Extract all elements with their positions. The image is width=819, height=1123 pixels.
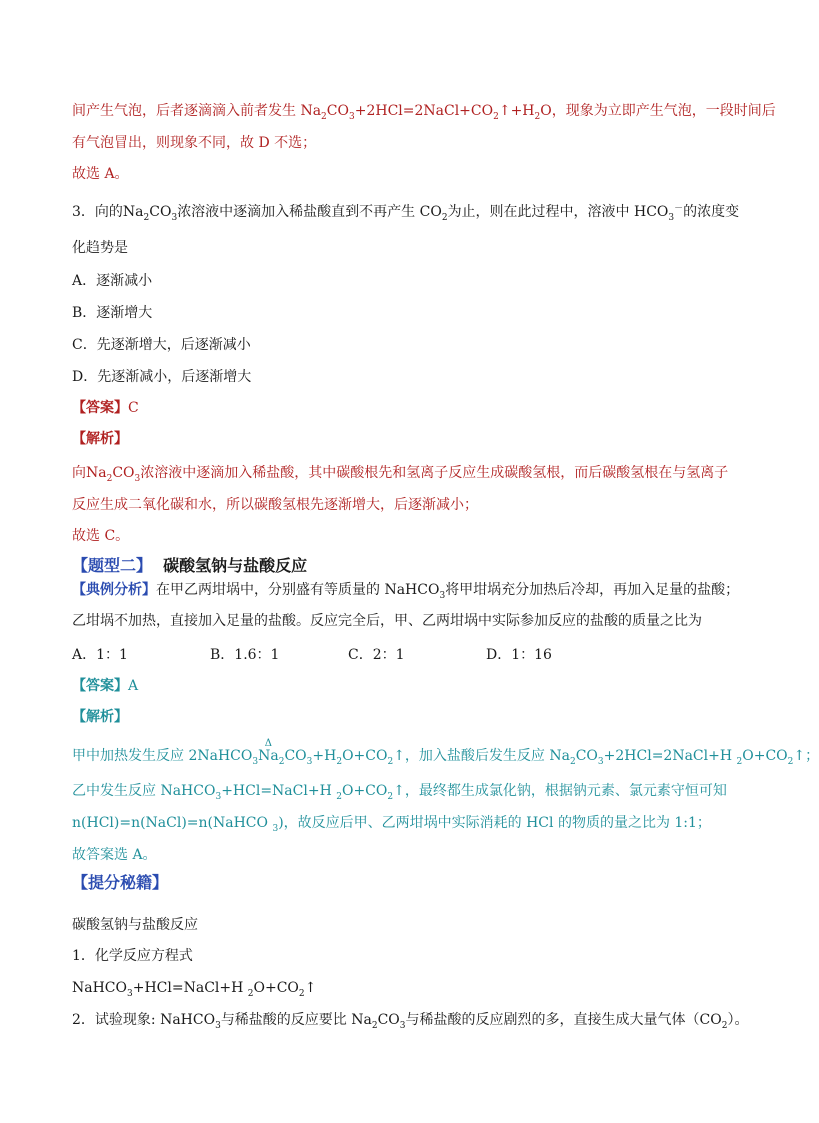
text-segment: ）。 [727,1012,749,1028]
subscript: 3 [171,212,178,223]
text-segment: 乙中发生反应 NaHCO [72,783,216,799]
answer-label: 【答案】 [72,400,128,416]
tips-subtitle: 碳酸氢钠与盐酸反应 [72,917,198,933]
subscript: 2 [493,111,499,122]
text-segment: CO [575,748,598,764]
text-segment: 为止，则在此过程中，溶液中 HCO [447,204,669,220]
question-3-analysis-line-1 [72,463,744,483]
text-segment: 与稀盐酸的反应要比 Na [220,1012,372,1028]
subscript: 2 [387,791,394,802]
subscript: 2 [143,212,150,223]
question-3-answer [72,398,744,418]
question-3-stem [72,202,744,222]
text-segment: +HCl=NaCl+H [132,980,248,996]
text-segment: O，现象为立即产生气泡，一段时间后 [540,103,776,119]
subscript: 3 [215,1020,221,1031]
example-conclusion: 故答案选 A。 [72,847,157,863]
example-line-1 [72,580,744,600]
example-analysis-line-1 [72,738,819,767]
subscript: 3 [215,791,222,802]
tips-title: 【提分秘籍】 [72,873,169,892]
heating-condition [258,738,279,766]
subscript: 2 [371,1020,378,1031]
text-segment: ↑ [304,980,317,996]
text-segment: +2HCl=2NaCl+CO [354,103,494,119]
option-d: D．1：16 [486,647,552,663]
superscript: － [674,203,684,214]
text-segment: 浓溶液中逐滴加入稀盐酸，其中碳酸根先和氢离子反应生成碳酸氢根，而后碳酸氢根在与氢离子 [140,465,729,481]
subscript: 2 [336,756,343,767]
text-segment: ↑，加入盐酸后发生反应 Na [393,748,570,764]
text-segment: 的浓度变 [683,204,740,220]
subscript: 3 [252,756,259,767]
text-segment: +2HCl=2NaCl+H [603,748,737,764]
text-segment: CO [377,1012,400,1028]
subscript: 3 [134,473,141,484]
text-segment: 甲中加热发生反应 2NaHCO [72,748,253,764]
text-segment: 与稀盐酸的反应剧烈的多，直接生成大量气体（CO [405,1012,722,1028]
subscript: 2 [387,756,394,767]
tips-item-1: 1．化学反应方程式 [72,948,193,964]
prev-answer-line-1 [72,101,776,122]
subscript: 2 [321,111,327,122]
subscript: 2 [441,212,448,223]
subscript: 3 [439,590,446,601]
text-segment: CO [112,465,135,481]
option-b: B．1.6：1 [210,647,280,663]
question-3-stem-line-2: 化趋势是 [72,240,128,256]
text-segment: CO [326,103,349,119]
text-segment: CO [149,204,172,220]
text-segment: 在甲乙两坩埚中，分别盛有等质量的 NaHCO [156,582,440,598]
subscript: 2 [278,756,285,767]
answer-label: 【答案】 [72,678,128,694]
subscript: 3 [348,111,355,122]
text-segment: 3．向的Na [72,204,144,220]
text-segment: O+CO [341,783,388,799]
example-analysis-line-3 [72,813,744,833]
subscript: 3 [399,1020,406,1031]
tips-equation [72,978,744,998]
text-segment: O+CO [342,748,388,764]
subscript: 2 [736,756,743,767]
prev-answer-line-2: 有气泡冒出，则现象不同，故 D 不选； [72,135,317,151]
text-segment: +H [312,748,337,764]
question-3-analysis-line-2: 反应生成二氧化碳和水，所以碳酸氢根先逐渐增大，后逐渐减小； [72,497,478,513]
text-segment: )，故反应后甲、乙两坩埚中实际消耗的 HCl 的物质的量之比为 1:1； [278,815,711,831]
text-segment: ↑，最终都生成氯化钠，根据钠元素、氯元素守恒可知 [393,783,727,799]
tips-item-2 [72,1010,749,1031]
section-heading-type-2 [72,556,744,576]
section-label: 【题型二】 [72,556,153,575]
text-segment: O+CO [253,980,299,996]
text-segment: ↑； [793,748,819,764]
question-3-option-c: C．先逐渐增大，后逐渐减小 [72,337,251,353]
text-segment: 向Na [72,465,107,481]
section-title: 碳酸氢钠与盐酸反应 [163,556,308,575]
subscript: 3 [668,212,675,223]
text-segment: n(HCl)=n(NaCl)=n(NaHCO [72,815,273,831]
answer-value: C [128,400,139,416]
example-analysis-line-2 [72,781,744,801]
question-3-option-b: B．逐渐增大 [72,305,153,321]
example-line-2: 乙坩埚不加热，直接加入足量的盐酸。反应完全后，甲、乙两坩埚中实际参加反应的盐酸的质量之比为 [72,613,702,629]
option-a: A．1：1 [72,647,128,663]
example-answer [72,676,744,696]
subscript: 3 [127,988,133,999]
text-segment: Na [258,748,279,764]
subscript: 3 [272,823,279,834]
text-segment: 间产生气泡，后者逐滴滴入前者发生 Na [72,103,322,119]
example-label: 【典例分析】 [72,582,156,598]
subscript: 2 [534,111,541,122]
question-3-option-a: A．逐渐减小 [72,273,153,289]
subscript: 2 [106,473,113,484]
text-segment: ↑+H [498,103,535,119]
subscript: 2 [336,791,342,802]
example-options [72,645,744,665]
subscript: 2 [247,988,254,999]
text-segment: CO [284,748,307,764]
text-segment: O+CO [742,748,788,764]
subscript: 2 [569,756,576,767]
delta-symbol: Δ [264,738,273,749]
question-3-option-d: D．先逐渐减小，后逐渐增大 [72,369,252,385]
question-3-conclusion: 故选 C。 [72,528,130,544]
text-segment: 将甲坩埚充分加热后冷却，再加入足量的盐酸； [445,582,740,598]
text-segment: +HCl=NaCl+H [221,783,337,799]
text-segment: 2．试验现象: NaHCO [72,1012,216,1028]
subscript: 3 [306,756,313,767]
subscript: 2 [787,756,794,767]
text-segment: 浓溶液中逐滴加入稀盐酸直到不再产生 CO [177,204,442,220]
subscript: 3 [597,756,604,767]
example-analysis-label: 【解析】 [72,709,128,725]
question-3-analysis-label: 【解析】 [72,431,128,447]
text-segment: NaHCO [72,980,127,996]
option-c: C．2：1 [348,647,405,663]
subscript: 2 [721,1020,728,1031]
prev-answer-conclusion: 故选 A。 [72,166,129,182]
subscript: 2 [298,988,305,999]
answer-value: A [128,678,139,694]
